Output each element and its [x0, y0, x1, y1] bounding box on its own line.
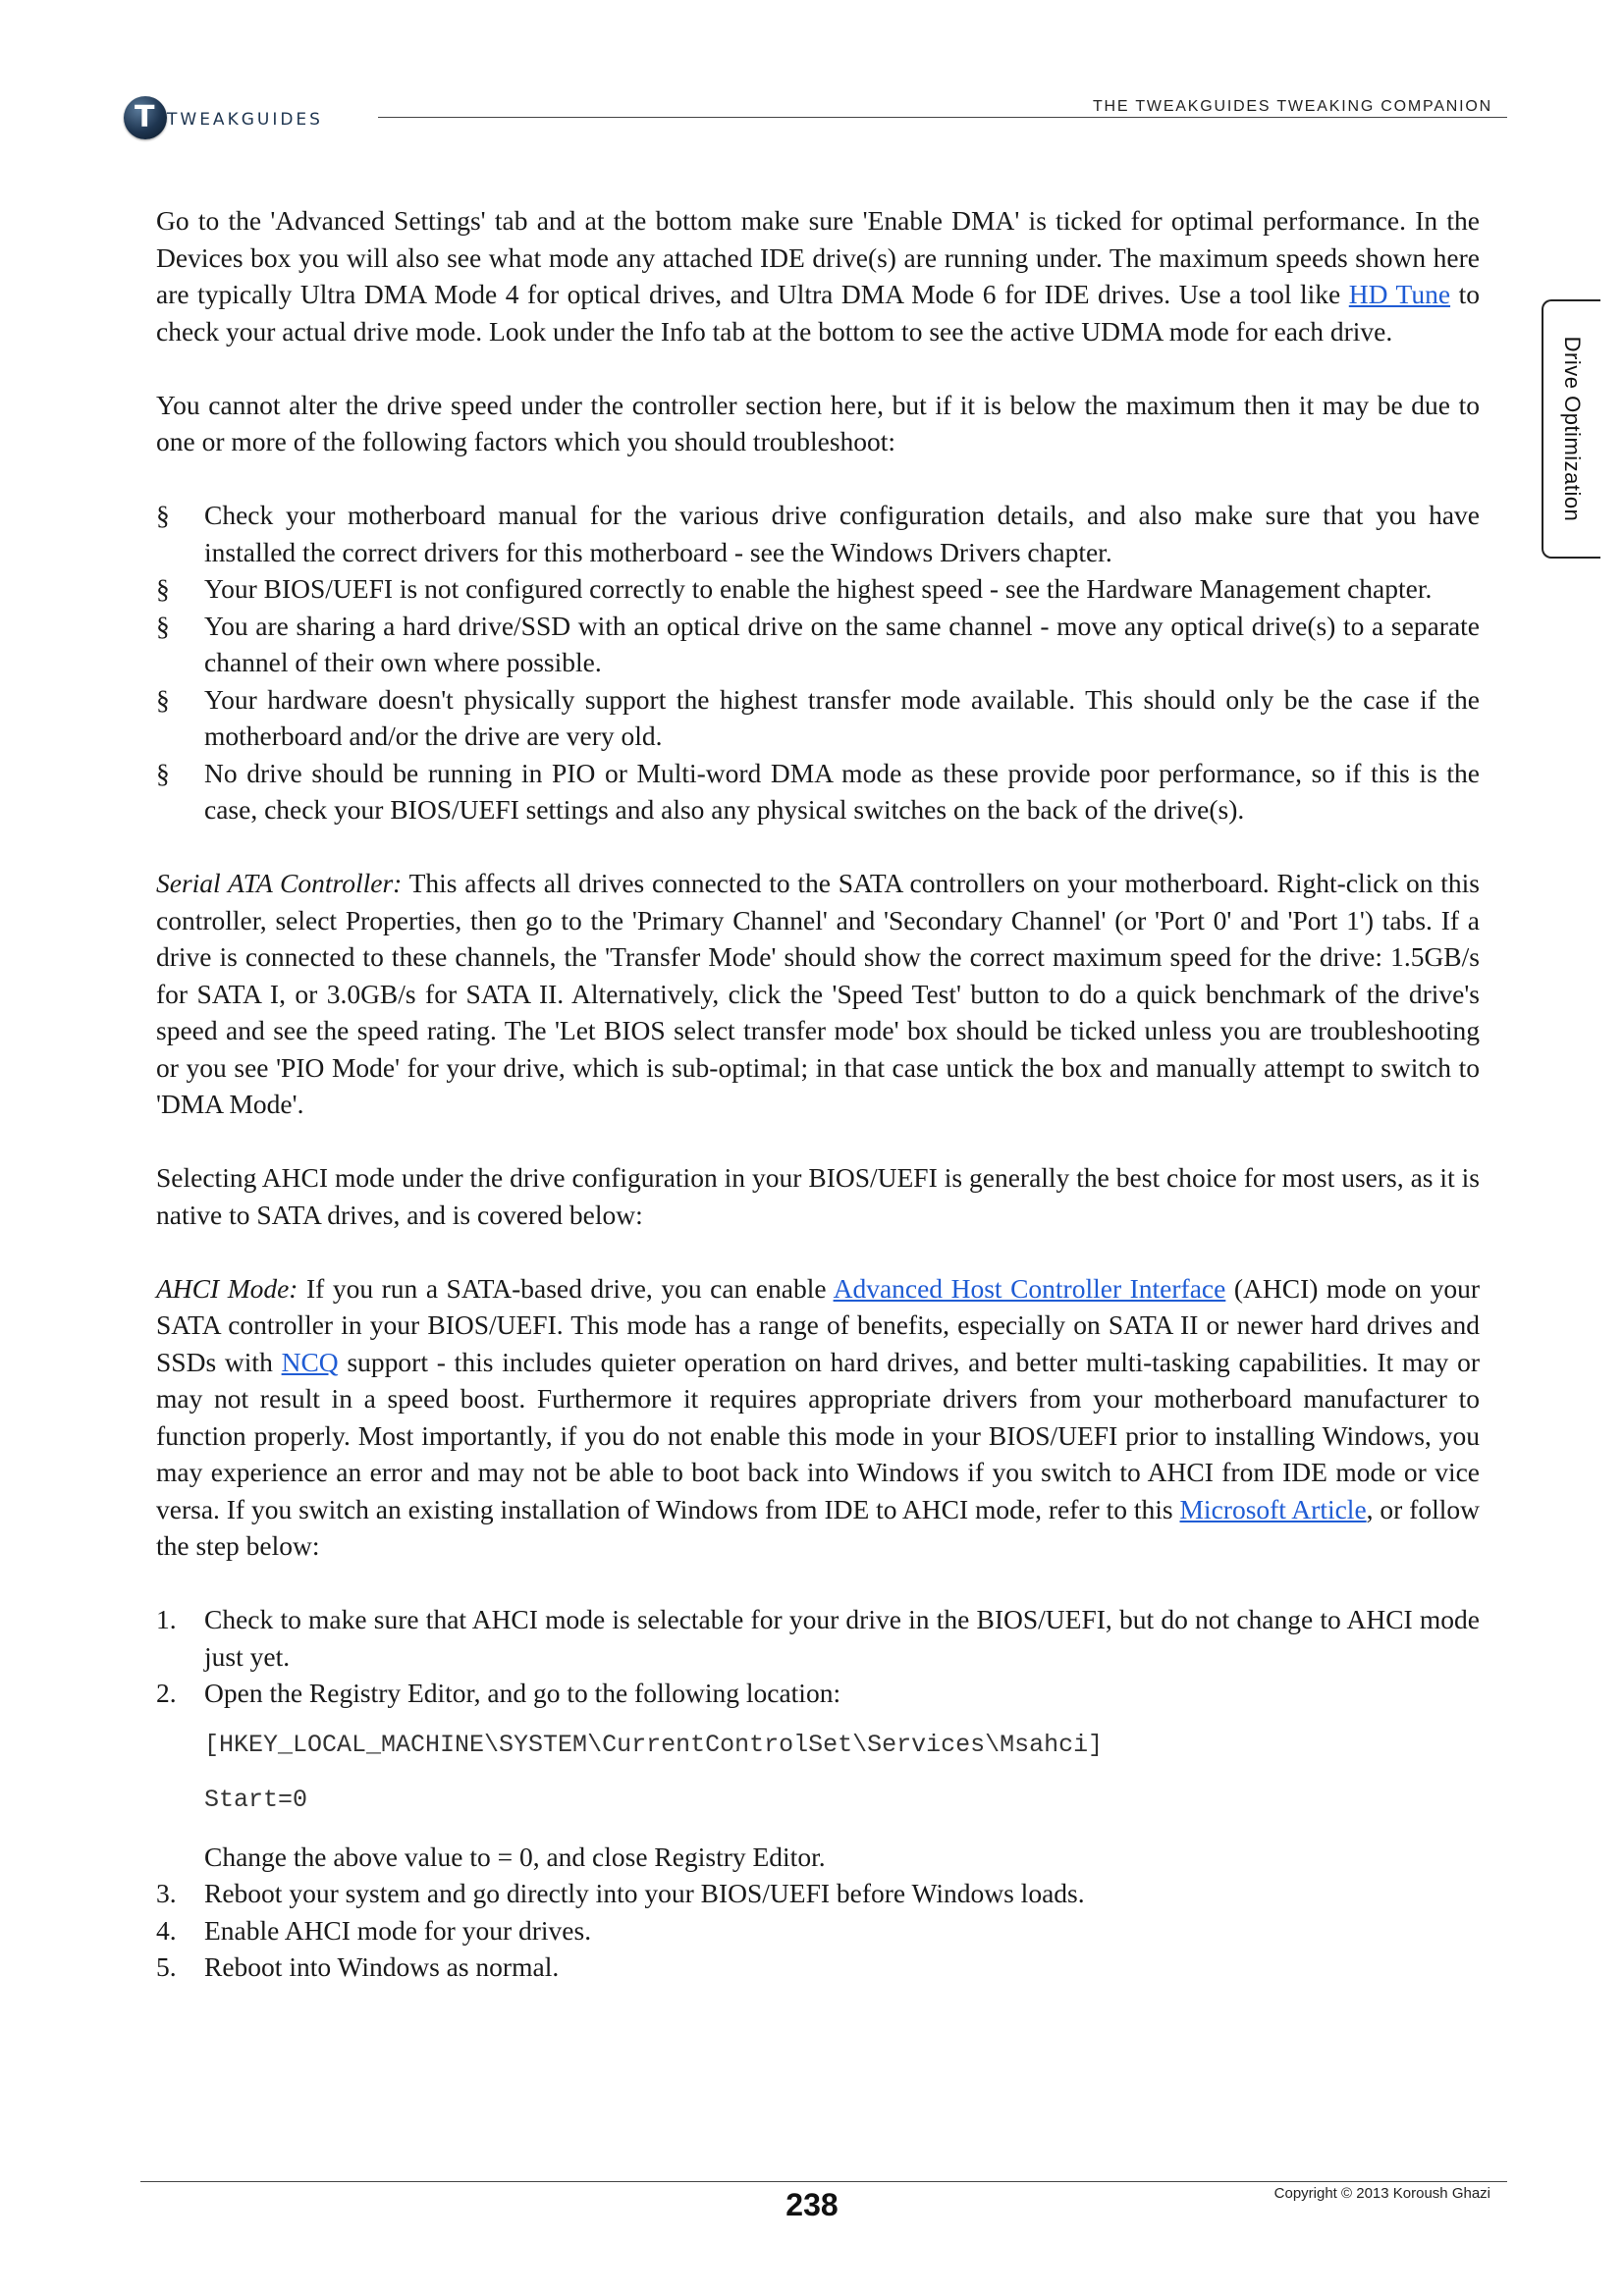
hd-tune-link[interactable]: HD Tune — [1348, 279, 1451, 309]
tweakguides-logo — [124, 96, 359, 141]
section-mark: § — [156, 573, 170, 604]
footer-divider — [140, 2181, 1507, 2182]
step-item: 2. Open the Registry Editor, and go to the following location: [HKEY_LOCAL_MACHINE\SYSTEM\CurrentControlSet\Services\Msahci] Start=0 Change the above value to = 0, and close Registry Editor. — [156, 1675, 1480, 1875]
paragraph-ahci-mode: AHCI Mode: If you run a SATA-based drive, you can enable Advanced Host Controller Interface (AHCI) mode on your SATA controller in your BIOS/UEFI. This mode has a range of benefits, especially on SATA II or newer hard drives and SSDs with NCQ support - this includes quieter operation on hard drives, and better multi-tasking capabilities. It may or may not result in a speed boost. Furthermore it requires appropriate drivers from your motherboard manufacturer to function properly. Most importantly, if you do not enable this mode in your BIOS/UEFI prior to installing Windows, you may experience an error and may not be able to boot back into Windows if you switch to AHCI from IDE mode or vice versa. If you switch an existing installation of Windows from IDE to AHCI mode, refer to this Microsoft Article, or follow the step below: — [156, 1272, 1480, 1561]
step-item: 4. Enable AHCI mode for your drives. — [156, 1914, 592, 1946]
registry-code-block — [204, 1729, 1480, 1817]
paragraph-serial-ata-controller: Serial ATA Controller: This affects all drives connected to the SATA controllers on your motherboard. Right-click on this controller, select Properties, then go to the 'Primary Channel' and 'Secondary Channel' (or 'Port 0' and 'Port 1') tabs. If a drive is connected to these channels, the 'Transfer Mode' should show the correct maximum speed for the drive: 1.5GB/s for SATA I, or 3.0GB/s for SATA II. Alternatively, click the 'Speed Test' button to do a quick benchmark of the drive's speed and see the speed rating. The 'Let BIOS select transfer mode' box should be ticked unless you are troubleshooting or you see 'PIO Mode' for your drive, which is sub-optimal; in that case untick the box and manually attempt to switch to 'DMA Mode'. — [156, 868, 1480, 1119]
section-mark: § — [156, 610, 170, 641]
list-item: § Your BIOS/UEFI is not configured correctly to enable the highest speed - see the Hardware Management chapter. — [156, 570, 1480, 608]
header-divider — [378, 117, 1507, 118]
section-mark: § — [156, 683, 170, 715]
step-item: 5. Reboot into Windows as normal. — [156, 1951, 560, 1982]
list-item: § You are sharing a hard drive/SSD with an optical drive on the same channel - move any optical drive(s) to a separate channel of their own where possible. — [156, 608, 1480, 681]
term-serial-ata-controller: Serial ATA Controller: — [156, 868, 403, 898]
list-item: § No drive should be running in PIO or Multi-word DMA mode as these provide poor performance, so if this is the case, check your BIOS/UEFI settings and also any physical switches on the back of the drive(s). — [156, 755, 1480, 828]
list-item: § Your hardware doesn't physically support the highest transfer mode available. This should only be the case if the motherboard and/or the drive are very old. — [156, 681, 1480, 755]
ahci-link[interactable]: Advanced Host Controller Interface — [833, 1272, 1226, 1304]
registry-value: Start=0 — [204, 1785, 308, 1814]
running-header-title: THE TWEAKGUIDES TWEAKING COMPANION — [1092, 98, 1492, 115]
section-mark: § — [156, 757, 170, 788]
step-note: Change the above value to = 0, and close Registry Editor. — [204, 1841, 826, 1872]
ncq-link[interactable]: NCQ — [281, 1346, 339, 1377]
registry-key-path: [HKEY_LOCAL_MACHINE\SYSTEM\CurrentControlSet\Services\Msahci] — [204, 1730, 1104, 1759]
term-ahci-mode: AHCI Mode: — [156, 1272, 298, 1304]
page-body — [156, 202, 1480, 1986]
list-item: § Check your motherboard manual for the various drive configuration details, and also make sure that you have installed the correct drivers for this motherboard - see the Windows Drivers chapter. — [156, 497, 1480, 570]
chapter-side-tab — [1542, 299, 1600, 559]
paragraph-troubleshoot-intro: You cannot alter the drive speed under the controller section here, but if it is below the maximum then it may be due to one or more of the following factors which you should troubleshoot: — [156, 389, 1480, 456]
troubleshoot-list — [156, 497, 1480, 828]
paragraph-advanced-settings: Go to the 'Advanced Settings' tab and at the bottom make sure 'Enable DMA' is ticked for optimal performance. In the Devices box you will also see what mode any attached IDE drive(s) are running under. The maximum speeds shown here are typically Ultra DMA Mode 4 for optical drives, and Ultra DMA Mode 6 for IDE drives. Use a tool like HD Tune to check your actual drive mode. Look under the Info tab at the bottom to see the active UDMA mode for each drive. — [156, 205, 1481, 347]
logo-wordmark: TWEAKGUIDES — [167, 110, 323, 130]
step-item: 3. Reboot your system and go directly into your BIOS/UEFI before Windows loads. — [156, 1878, 1085, 1908]
section-mark: § — [156, 500, 170, 530]
microsoft-article-link[interactable]: Microsoft Article — [1179, 1493, 1367, 1524]
page-number: 238 — [785, 2187, 839, 2222]
chapter-side-tab-label: Drive Optimization — [1560, 336, 1585, 522]
ahci-steps-list — [156, 1601, 1480, 1986]
paragraph-ahci-recommendation: Selecting AHCI mode under the drive configuration in your BIOS/UEFI is generally the best choice for most users, as it is native to SATA drives, and is covered below: — [156, 1162, 1480, 1230]
step-item: 1. Check to make sure that AHCI mode is selectable for your drive in the BIOS/UEFI, but do not change to AHCI mode just yet. — [156, 1604, 1480, 1672]
copyright-notice: Copyright © 2013 Koroush Ghazi — [1273, 2185, 1490, 2202]
logo-ball-icon: T — [124, 96, 167, 139]
